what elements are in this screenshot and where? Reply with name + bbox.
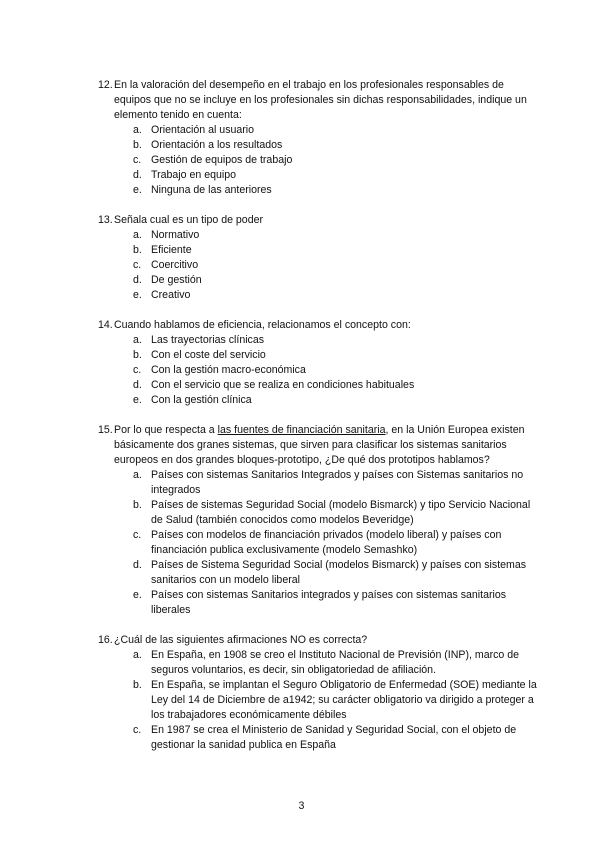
option-text: Con el servicio que se realiza en condiciones habituales	[151, 379, 415, 391]
option-a	[133, 333, 543, 348]
question-13	[98, 213, 543, 303]
option-text: Trabajo en equipo	[151, 169, 237, 181]
option-letter: a.	[133, 649, 142, 661]
option-text: Orientación a los resultados	[151, 139, 283, 151]
options-list	[98, 468, 543, 618]
option-letter: e.	[133, 289, 142, 301]
option-letter: c.	[133, 529, 142, 541]
option-c	[133, 363, 543, 378]
question-number: 14.	[98, 319, 113, 331]
option-c	[133, 528, 543, 558]
option-b	[133, 243, 543, 258]
option-text: Ninguna de las anteriores	[151, 184, 272, 196]
options-list	[98, 228, 543, 303]
option-c	[133, 258, 543, 273]
option-c	[133, 153, 543, 168]
option-text: Países con sistemas Sanitarios integrados y países con sistemas sanitarios liberales	[151, 589, 507, 616]
option-letter: b.	[133, 349, 142, 361]
option-d	[133, 378, 543, 393]
option-letter: c.	[133, 724, 142, 736]
question-number: 12.	[98, 79, 113, 91]
question-16	[98, 633, 543, 753]
question-15	[98, 423, 543, 618]
option-a	[133, 648, 543, 678]
option-e	[133, 288, 543, 303]
option-b	[133, 138, 543, 153]
option-c	[133, 723, 543, 753]
option-letter: a.	[133, 469, 142, 481]
option-text: Eficiente	[151, 244, 192, 256]
option-e	[133, 588, 543, 618]
option-text: Países con sistemas Sanitarios Integrados y países con Sistemas sanitarios no integrados	[151, 469, 524, 496]
option-letter: a.	[133, 124, 142, 136]
question-text: En la valoración del desempeño en el trabajo en los profesionales responsables de equipos que no se incluye en los profesionales sin dichas responsabilidades, indique un elemento tenido en cuenta:	[114, 79, 527, 121]
option-text: Con la gestión macro-económica	[151, 364, 306, 376]
option-d	[133, 273, 543, 288]
option-text: Coercitivo	[151, 259, 199, 271]
option-d	[133, 168, 543, 183]
option-text: Países con modelos de financiación privados (modelo liberal) y países con financiación publica exclusivamente (modelo Semashko)	[151, 529, 502, 556]
option-d	[133, 558, 543, 588]
option-text: Normativo	[151, 229, 200, 241]
option-text: Países de sistemas Seguridad Social (modelo Bismarck) y tipo Servicio Nacional de Salud (también conocidos como modelos Beveridge)	[151, 499, 531, 526]
option-a	[133, 228, 543, 243]
question-text: ¿Cuál de las siguientes afirmaciones NO es correcta?	[114, 634, 368, 646]
option-letter: b.	[133, 499, 142, 511]
question-text-before: Por lo que respecta a	[114, 424, 218, 436]
option-letter: e.	[133, 184, 142, 196]
option-letter: c.	[133, 259, 142, 271]
option-letter: d.	[133, 379, 142, 391]
option-b	[133, 348, 543, 363]
option-letter: a.	[133, 334, 142, 346]
option-text: Orientación al usuario	[151, 124, 255, 136]
option-a	[133, 123, 543, 138]
question-14	[98, 318, 543, 408]
option-letter: c.	[133, 154, 142, 166]
option-text: Con la gestión clínica	[151, 394, 252, 406]
option-letter: d.	[133, 169, 142, 181]
option-letter: c.	[133, 364, 142, 376]
question-number: 16.	[98, 634, 113, 646]
option-text: Las trayectorias clínicas	[151, 334, 265, 346]
option-b	[133, 678, 543, 723]
underlined-phrase: las fuentes de financiación sanitaria	[217, 424, 386, 436]
option-text: En 1987 se crea el Ministerio de Sanidad y Seguridad Social, con el objeto de gestionar la sanidad publica en España	[151, 724, 517, 751]
option-e	[133, 393, 543, 408]
option-e	[133, 183, 543, 198]
option-text: En España, se implantan el Seguro Obligatorio de Enfermedad (SOE) mediante la Ley del 14 de Diciembre de a1942; su carácter obligatorio va dirigido a proteger a los trabajadores económicamente débiles	[151, 679, 537, 721]
question-text: Cuando hablamos de eficiencia, relacionamos el concepto con:	[114, 319, 411, 331]
option-text: Países de Sistema Seguridad Social (modelos Bismarck) y países con sistemas sanitarios con un modelo liberal	[151, 559, 527, 586]
questions-list	[98, 78, 543, 768]
question-12	[98, 78, 543, 198]
option-letter: e.	[133, 394, 142, 406]
question-number: 13.	[98, 214, 113, 226]
option-letter: b.	[133, 244, 142, 256]
option-text: Creativo	[151, 289, 191, 301]
options-list	[98, 648, 543, 753]
question-text-after: , en la Unión Europea existen básicamente dos granes sistemas, que sirven para clasificar los sistemas sanitarios europeos en dos grandes bloques-prototipo, ¿De qué dos prototipos hablamos?	[114, 424, 525, 466]
option-b	[133, 498, 543, 528]
question-text: Señala cual es un tipo de poder	[114, 214, 264, 226]
options-list	[98, 333, 543, 408]
option-letter: b.	[133, 679, 142, 691]
option-text: Gestión de equipos de trabajo	[151, 154, 293, 166]
question-number: 15.	[98, 424, 113, 436]
option-letter: d.	[133, 274, 142, 286]
option-text: De gestión	[151, 274, 202, 286]
option-letter: a.	[133, 229, 142, 241]
option-text: En España, en 1908 se creo el Instituto Nacional de Previsión (INP), marco de seguros voluntarios, es decir, sin obligatoriedad de afiliación.	[151, 649, 520, 676]
options-list	[98, 123, 543, 198]
question-text	[114, 423, 543, 468]
page-number: 3	[298, 800, 305, 812]
option-text: Con el coste del servicio	[151, 349, 266, 361]
option-letter: d.	[133, 559, 142, 571]
option-a	[133, 468, 543, 498]
option-letter: b.	[133, 139, 142, 151]
option-letter: e.	[133, 589, 142, 601]
